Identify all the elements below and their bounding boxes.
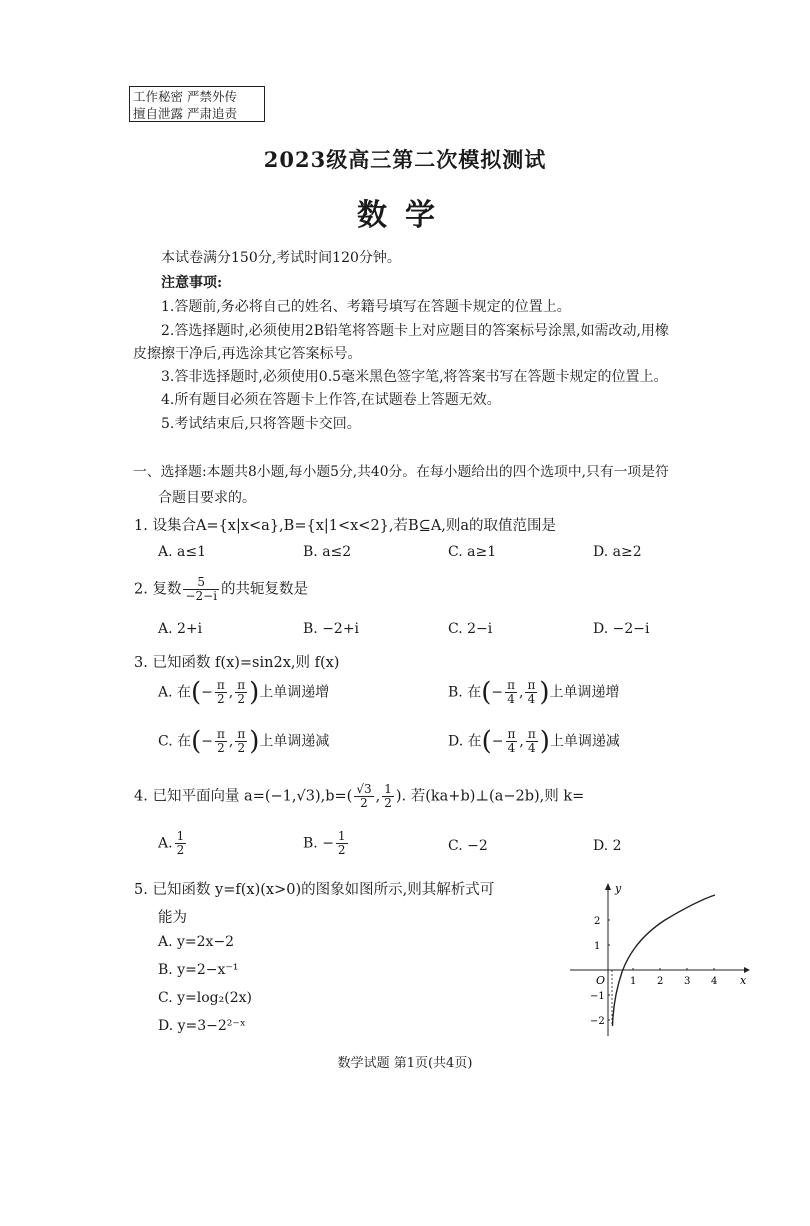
stamp-line-1: 工作秘密 严禁外传 [133,89,237,104]
frac-num: π [217,727,225,741]
frac-den: 4 [527,692,536,706]
q3-option-b: B. 在(− $\frac{\pi}{4}$ , $\frac{\pi}{4}$ )上单调递增 [448,677,620,708]
question-2-stem [134,576,308,603]
note-5: 5.考试结束后,只将答题卡交回。 [161,416,361,432]
q3-option-a: A. 在(− $\frac{\pi}{2}$ , $\frac{\pi}{2}$ )上单调递增 [158,677,330,708]
x-tick-1: 1 [630,976,637,987]
q3-c-left-frac [215,728,227,755]
q3-c-prefix: C. 在 [158,733,192,750]
frac-den: 4 [507,741,516,755]
q4-b-x-frac [354,783,373,810]
q4-option-d: D. 2 [593,838,622,854]
notes-title: 注意事项: [161,275,223,291]
frac-num: π [527,678,536,692]
q3-c-right-frac [235,728,247,755]
question-1-stem: 1. 设集合A={x|x<a},B={x|1<x<2},若B⊆A,则a的取值范围是 [134,518,557,534]
y-ticks [590,916,610,1027]
q4-a-frac [175,830,187,857]
x-axis-label: x [740,974,747,987]
page-footer: 数学试题 第1页(共4页) [337,1056,473,1071]
q4-prefix: 4. 已知平面向量 a=(−1,√3),b=( [134,788,353,805]
q5-option-c: C. y=log₂(2x) [158,990,252,1006]
x-ticks [630,968,717,987]
q3-option-d: D. 在(− $\frac{\pi}{4}$ , $\frac{\pi}{4}$ )上单调递减 [448,726,620,757]
frac-den: 2 [237,741,246,755]
q1-option-b: B. a≤2 [303,544,352,560]
q3-b-right-frac [525,679,537,706]
x-tick-3: 3 [684,976,691,987]
q4-suffix: ). 若(ka+b)⊥(a−2b),则 k= [395,788,585,805]
q4-b-frac [336,830,348,857]
paren-right-icon: ) [539,677,550,708]
q4-a-prefix: A. [158,835,173,852]
exam-title: 2023级高三第二次模拟测试 [263,147,547,172]
function-graph [560,878,760,1040]
note-4: 4.所有题目必须在答题卡上作答,在试题卷上答题无效。 [161,392,501,408]
subject-title: 数学 [357,198,453,233]
frac-den: 4 [528,741,536,755]
q2-option-b: B. −2+i [303,621,360,637]
q3-d-left-frac [506,728,518,755]
note-3: 3.答非选择题时,必须使用0.5毫米黑色签字笔,将答案书写在答题卡规定的位置上。 [161,369,668,385]
x-tick-4: 4 [711,976,718,987]
q3-b-suffix: 上单调递增 [549,684,620,701]
q3-d-right-frac [526,728,538,755]
paren-left-icon: ( [481,726,492,757]
q3-b-left-frac [505,679,517,706]
y-axis-arrow-icon [605,883,611,890]
q3-option-c: C. 在(− $\frac{\pi}{2}$ , $\frac{\pi}{2}$ )上单调递减 [158,726,330,757]
q3-a-prefix: A. 在 [158,684,192,701]
x-tick-2: 2 [657,976,664,987]
frac-den: 2 [337,843,346,857]
q2-numerator: 5 [183,576,219,590]
q3-a-suffix: 上单调递增 [259,684,330,701]
paren-left-icon: ( [191,677,202,708]
q2-option-d: D. −2−i [593,621,650,637]
frac-num: π [527,727,536,741]
question-3-stem: 3. 已知函数 f(x)=sin2x,则 f(x) [134,655,340,671]
frac-den: 2 [384,796,392,810]
q3-a-left-frac [215,679,227,706]
y-tick-1: 1 [594,941,601,952]
q3-b-prefix: B. 在 [448,684,482,701]
frac-num: 1 [384,782,392,796]
frac-den: 2 [237,692,246,706]
q2-fraction [183,576,219,603]
q1-option-d: D. a≥2 [593,544,642,560]
frac-den: 2 [217,692,225,706]
frac-num: 1 [337,829,346,843]
note-2a: 2.答选择题时,必须使用2B铅笔将答题卡上对应题目的答案标号涂黑,如需改动,用橡 [161,323,669,339]
q4-option-b [303,830,350,857]
frac-den: 2 [217,741,225,755]
q3-d-prefix: D. 在 [448,733,482,750]
frac-num: π [507,727,516,741]
frac-num: π [237,678,246,692]
q2-option-a: A. 2+i [158,621,203,637]
question-5-stem-cont: 能为 [158,910,187,926]
q4-b-prefix: B. − [303,835,334,852]
q3-d-suffix: 上单调递减 [549,733,620,750]
function-curve [613,895,716,1026]
frac-num: √3 [356,782,372,796]
section-1-heading: 一、选择题:本题共8小题,每小题5分,共40分。在每小题给出的四个选项中,只有一项是符 [133,464,669,480]
question-4-stem: 4. 已知平面向量 a=(−1,√3),b=( $\frac{√3}{2}$ , $\frac{1}{2}$ ). 若(ka+b)⊥(a−2b),则 k= [134,782,585,810]
paren-right-icon: ) [249,677,260,708]
q5-option-b: B. y=2−x⁻¹ [158,962,239,978]
paren-right-icon: ) [249,726,260,757]
q4-b-y-frac [382,783,394,810]
frac-num: π [237,727,246,741]
paren-left-icon: ( [481,677,492,708]
frac-den: 2 [360,796,368,810]
q3-a-right-frac [235,679,247,706]
frac-den: 4 [507,692,515,706]
q4-option-c: C. −2 [448,838,488,854]
x-axis-arrow-icon [744,967,750,973]
y-axis-label: y [615,882,622,895]
frac-num: π [216,678,225,692]
paren-left-icon: ( [191,726,202,757]
q2-suffix: 的共轭复数是 [221,581,309,598]
score-line: 本试卷满分150分,考试时间120分钟。 [161,250,401,266]
q1-option-c: C. a≥1 [448,544,497,560]
q3-c-suffix: 上单调递减 [259,733,330,750]
frac-num: 1 [176,829,185,843]
q2-denominator: −2−i [185,589,218,603]
q2-prefix: 2. 复数 [134,581,182,598]
question-5-stem: 5. 已知函数 y=f(x)(x>0)的图象如图所示,则其解析式可 [134,882,495,898]
y-tick-neg1: −1 [590,991,605,1002]
frac-den: 2 [176,843,185,857]
q5-option-d: D. y=3−2²⁻ˣ [158,1018,246,1034]
frac-num: π [507,678,515,692]
stamp-line-2: 擅自泄露 严肃追责 [133,106,237,121]
q1-option-a: A. a≤1 [158,544,206,560]
section-1-heading-cont: 合题目要求的。 [158,490,256,506]
note-2b: 皮擦擦干净后,再选涂其它答案标号。 [133,346,362,362]
paren-right-icon: ) [539,726,550,757]
y-tick-2: 2 [594,916,601,927]
y-tick-neg2: −2 [590,1016,605,1027]
q2-option-c: C. 2−i [448,621,493,637]
confidential-stamp [129,86,265,122]
note-1: 1.答题前,务必将自己的姓名、考籍号填写在答题卡规定的位置上。 [161,299,571,315]
origin-label: O [596,974,606,987]
q4-option-a [158,830,188,857]
q5-option-a: A. y=2x−2 [158,934,235,950]
